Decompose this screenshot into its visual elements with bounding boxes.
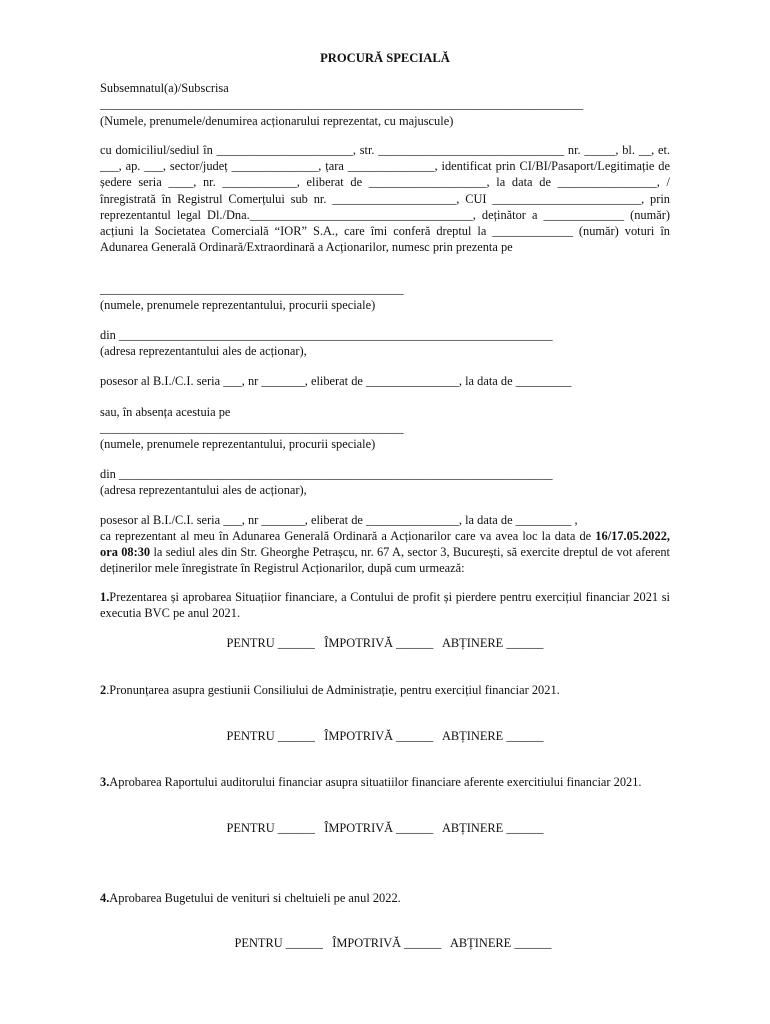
agenda-item-2 xyxy=(100,682,670,698)
agenda-item-number: 2 xyxy=(100,683,107,697)
agenda-item-text: Aprobarea Bugetului de venituri si cheltuieli pe anul 2022. xyxy=(109,891,401,905)
vote-row-1 xyxy=(0,635,770,651)
vote-abtinere[interactable]: ABȚINERE ______ xyxy=(441,821,544,835)
agenda-item-text: .Pronunțarea asupra gestiunii Consiliului de Administrație, pentru exercițiul financiar 2021. xyxy=(106,683,560,697)
vote-pentru[interactable]: PENTRU ______ xyxy=(226,821,315,835)
agenda-item-number: 4. xyxy=(100,891,110,905)
vote-abtinere[interactable]: ABȚINERE ______ xyxy=(449,936,552,950)
agenda-item-4 xyxy=(100,890,670,906)
vote-row-4 xyxy=(8,935,770,951)
vote-impotriva[interactable]: ÎMPOTRIVĂ ______ xyxy=(324,821,434,835)
rep2-address-line: din ______________________________________________________________________ xyxy=(100,467,553,481)
vote-row-2 xyxy=(0,728,770,744)
absence-text: sau, în absența acestuia pe xyxy=(100,405,231,419)
actionar-name-note: (Numele, prenumele/denumirea acționarului reprezentat, cu majuscule) xyxy=(100,114,454,128)
agenda-item-1 xyxy=(100,589,670,621)
agenda-item-number: 3. xyxy=(100,775,110,789)
agenda-item-3 xyxy=(100,774,670,790)
rep2-id-line: posesor al B.I./C.I. seria ___, nr _______, eliberat de _______________, la data de _________ , xyxy=(100,513,578,527)
agenda-item-number: 1. xyxy=(100,590,110,604)
vote-abtinere[interactable]: ABȚINERE ______ xyxy=(441,729,544,743)
vote-pentru[interactable]: PENTRU ______ xyxy=(234,936,323,950)
subsemnatul-label: Subsemnatul(a)/Subscrisa xyxy=(100,81,229,95)
document-title: PROCURĂ SPECIALĂ xyxy=(320,51,450,65)
rep2-name-blank: _________________________________________________ xyxy=(100,421,404,435)
rep1-name-blank: _________________________________________________ xyxy=(100,282,404,296)
vote-row-3 xyxy=(0,820,770,836)
mandate-intro: ca reprezentant al meu în Adunarea Generală Ordinară a Acționarilor care va avea loc la data de xyxy=(100,529,592,543)
meeting-date: 16/17.05.2022, ora 08:30 xyxy=(100,529,670,560)
rep1-name-note: (numele, prenumele reprezentantului, procurii speciale) xyxy=(100,298,376,312)
agenda-item-text: Prezentarea și aprobarea Situațiior financiare, a Contului de profit și pierdere pentru exercițiul financiar 2021 si executia BVC pe anul 2021. xyxy=(100,590,670,621)
vote-impotriva[interactable]: ÎMPOTRIVĂ ______ xyxy=(324,729,434,743)
vote-pentru[interactable]: PENTRU ______ xyxy=(226,636,315,650)
identification-paragraph: cu domiciliul/sediul în ______________________, str. ______________________________ nr. _____, bl. __, et. ___, ap. ___, sector/județ ______________, țara ______________, identificat prin CI/BI/Pasaport/Legitimație de ședere seria ____, nr. ____________, eliberat de ___________________, la data de ________________, / înregistrată în Registrul Comerțului sub nr. ____________________, CUI ________________________, prin reprezentantul legal Dl./Dna.____________________________________, deținător a _____________ (număr) acțiuni la Societatea Comercială “IOR” S.A., care îmi conferă dreptul la _____________ (număr) voturi în Adunarea Generală Ordinară/Extraordinară a Acționarilor, numesc prin prezenta pe xyxy=(100,143,670,255)
vote-abtinere[interactable]: ABȚINERE ______ xyxy=(441,636,544,650)
mandate-rest: la sediul ales din Str. Gheorghe Petrașcu, nr. 67 A, sector 3, București, să exercite dreptul de vot aferent deținerilor mele înregistrate în Registrul Acționarilor, după cum urmează: xyxy=(100,545,670,576)
actionar-name-blank: ______________________________________________________________________________ xyxy=(100,97,584,111)
rep2-address-note: (adresa reprezentantului ales de acționar), xyxy=(100,483,307,497)
rep2-name-note: (numele, prenumele reprezentantului, procurii speciale) xyxy=(100,437,376,451)
agenda-item-text: Aprobarea Raportului auditorului financiar asupra situatiilor financiare aferente exercitiului financiar 2021. xyxy=(109,775,642,789)
vote-pentru[interactable]: PENTRU ______ xyxy=(226,729,315,743)
rep1-address-note: (adresa reprezentantului ales de acționar), xyxy=(100,344,307,358)
mandate-paragraph xyxy=(100,528,670,577)
vote-impotriva[interactable]: ÎMPOTRIVĂ ______ xyxy=(332,936,442,950)
rep1-id-line: posesor al B.I./C.I. seria ___, nr _______, eliberat de _______________, la data de _________ xyxy=(100,374,572,388)
rep1-address-line: din ______________________________________________________________________ xyxy=(100,328,553,342)
vote-impotriva[interactable]: ÎMPOTRIVĂ ______ xyxy=(324,636,434,650)
